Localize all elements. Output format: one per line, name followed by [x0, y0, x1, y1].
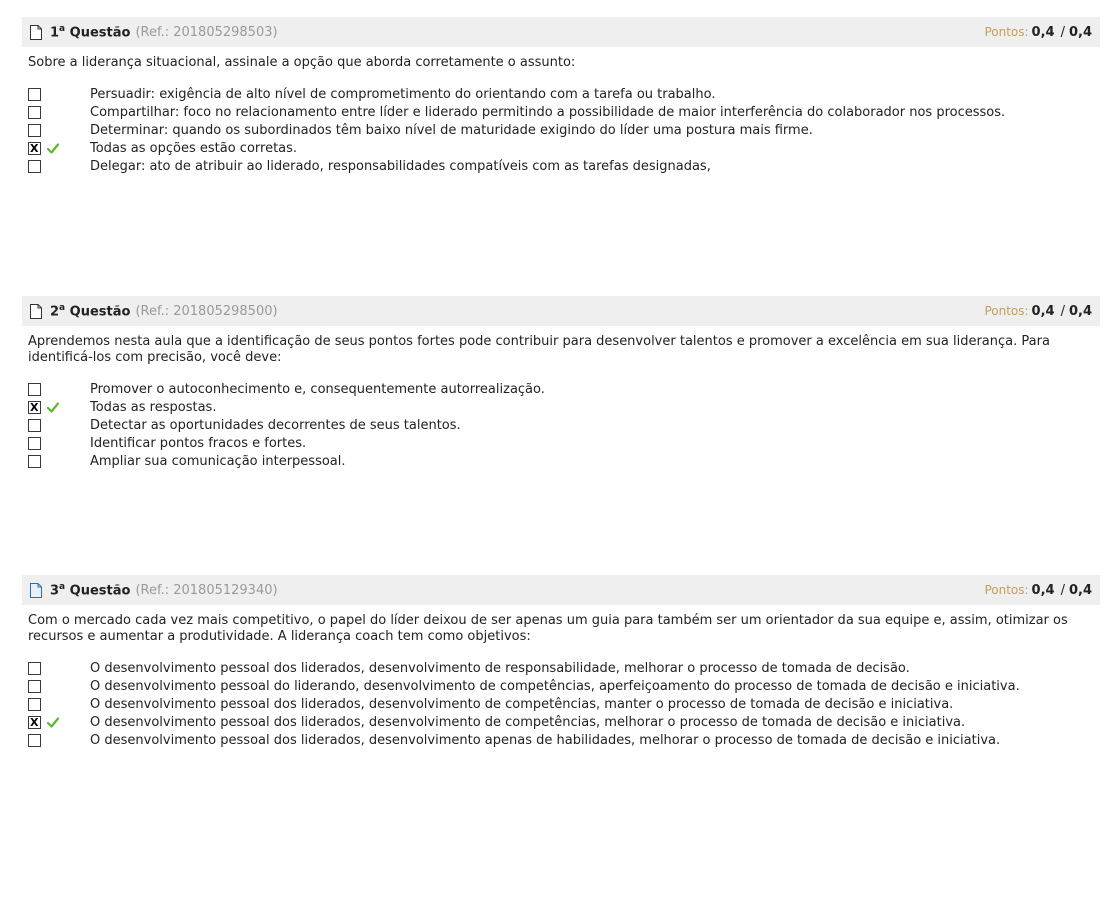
option-checkbox[interactable] — [28, 88, 41, 101]
points-label: Pontos: — [984, 304, 1029, 318]
option-d — [28, 141, 1100, 156]
option-checkbox[interactable] — [28, 106, 41, 119]
question-stem: Aprendemos nesta aula que a identificação de seus pontos fortes pode contribuir para desenvolver talentos e promover a excelência em sua liderança. Para identificá-los com precisão, você deve: — [28, 334, 1050, 365]
option-text: Ampliar sua comunicação interpessoal. — [90, 454, 346, 469]
question-ref: (Ref.: 201805129340) — [135, 582, 278, 598]
option-b — [28, 105, 1100, 120]
option-checkbox[interactable] — [28, 160, 41, 173]
option-checkbox-checked[interactable] — [28, 716, 41, 729]
option-c — [28, 418, 1100, 433]
question-stem: Sobre a liderança situacional, assinale a opção que aborda corretamente o assunto: — [28, 55, 576, 70]
option-list — [22, 382, 1100, 469]
option-text: O desenvolvimento pessoal dos liderados, desenvolvimento de competências, manter o processo de tomada de decisão e iniciativa. — [90, 697, 954, 712]
option-checkbox-checked[interactable] — [28, 142, 41, 155]
option-checkbox[interactable] — [28, 383, 41, 396]
option-checkbox[interactable] — [28, 734, 41, 747]
option-c — [28, 697, 1100, 712]
document-icon — [30, 583, 42, 598]
option-text: Detectar as oportunidades decorrentes de seus talentos. — [90, 418, 461, 433]
option-c — [28, 123, 1100, 138]
document-icon — [30, 304, 42, 319]
points-total: 0,4 — [1068, 24, 1092, 40]
points-earned: 0,4 — [1031, 24, 1055, 40]
option-text: Todas as opções estão corretas. — [90, 141, 298, 156]
option-checkbox[interactable] — [28, 437, 41, 450]
points-label: Pontos: — [984, 583, 1029, 597]
question-header — [22, 17, 1100, 47]
option-text: Promover o autoconhecimento e, consequentemente autorrealização. — [90, 382, 545, 397]
option-text: Determinar: quando os subordinados têm baixo nível de maturidade exigindo do líder uma postura mais firme. — [90, 123, 813, 138]
option-text: Persuadir: exigência de alto nível de comprometimento do orientando com a tarefa ou trabalho. — [90, 87, 716, 102]
points-earned: 0,4 — [1031, 303, 1055, 319]
option-text: Compartilhar: foco no relacionamento entre líder e liderado permitindo a possibilidade de maior interferência do colaborador nos processos. — [90, 105, 1006, 120]
question-header — [22, 296, 1100, 326]
option-d — [28, 715, 1100, 730]
option-checkbox[interactable] — [28, 698, 41, 711]
option-list — [22, 661, 1100, 748]
option-list — [22, 87, 1100, 174]
question-points — [984, 296, 1092, 326]
question-title: 2$^a$ Questão — [50, 302, 131, 320]
option-e — [28, 159, 1100, 174]
question-3 — [22, 575, 1100, 748]
question-ref: (Ref.: 201805298500) — [135, 303, 278, 319]
question-title: 1$^a$ Questão — [50, 23, 131, 41]
option-a — [28, 661, 1100, 676]
option-a — [28, 382, 1100, 397]
question-ref: (Ref.: 201805298503) — [135, 24, 278, 40]
option-b — [28, 400, 1100, 415]
question-2 — [22, 296, 1100, 469]
check-icon — [47, 402, 59, 413]
option-checkbox[interactable] — [28, 124, 41, 137]
document-icon — [30, 25, 42, 40]
option-text: Todas as respostas. — [90, 400, 217, 415]
question-title: 3$^a$ Questão — [50, 581, 131, 599]
option-b — [28, 679, 1100, 694]
option-d — [28, 436, 1100, 451]
check-icon — [47, 717, 59, 728]
option-a — [28, 87, 1100, 102]
points-label: Pontos: — [984, 25, 1029, 39]
question-points — [984, 575, 1092, 605]
option-e — [28, 454, 1100, 469]
question-header — [22, 575, 1100, 605]
option-text: Delegar: ato de atribuir ao liderado, responsabilidades compatíveis com as tarefas designadas, — [90, 159, 711, 174]
option-checkbox[interactable] — [28, 419, 41, 432]
points-earned: 0,4 — [1031, 582, 1055, 598]
question-1 — [22, 17, 1100, 174]
question-stem: Com o mercado cada vez mais competitivo, o papel do líder deixou de ser apenas um guia para também ser um orientador da sua equipe e, assim, otimizar os recursos e aumentar a produtividade. A liderança coach tem como objetivos: — [28, 613, 1068, 644]
option-e — [28, 733, 1100, 748]
question-points — [984, 17, 1092, 47]
option-checkbox-checked[interactable] — [28, 401, 41, 414]
check-icon — [47, 143, 59, 154]
option-checkbox[interactable] — [28, 455, 41, 468]
option-text: O desenvolvimento pessoal dos liderados, desenvolvimento de competências, melhorar o processo de tomada de decisão e iniciativa. — [90, 715, 966, 730]
option-checkbox[interactable] — [28, 662, 41, 675]
points-separator: / — [1060, 24, 1065, 40]
points-separator: / — [1060, 303, 1065, 319]
points-separator: / — [1060, 582, 1065, 598]
points-total: 0,4 — [1068, 303, 1092, 319]
points-total: 0,4 — [1068, 582, 1092, 598]
option-text: O desenvolvimento pessoal dos liderados, desenvolvimento de responsabilidade, melhorar o processo de tomada de decisão. — [90, 661, 910, 676]
option-text: Identificar pontos fracos e fortes. — [90, 436, 307, 451]
option-checkbox[interactable] — [28, 680, 41, 693]
option-text: O desenvolvimento pessoal do liderando, desenvolvimento de competências, aperfeiçoamento do processo de tomada de decisão e iniciativa. — [90, 679, 1020, 694]
option-text: O desenvolvimento pessoal dos liderados, desenvolvimento apenas de habilidades, melhorar o processo de tomada de decisão e iniciativa. — [90, 733, 1001, 748]
